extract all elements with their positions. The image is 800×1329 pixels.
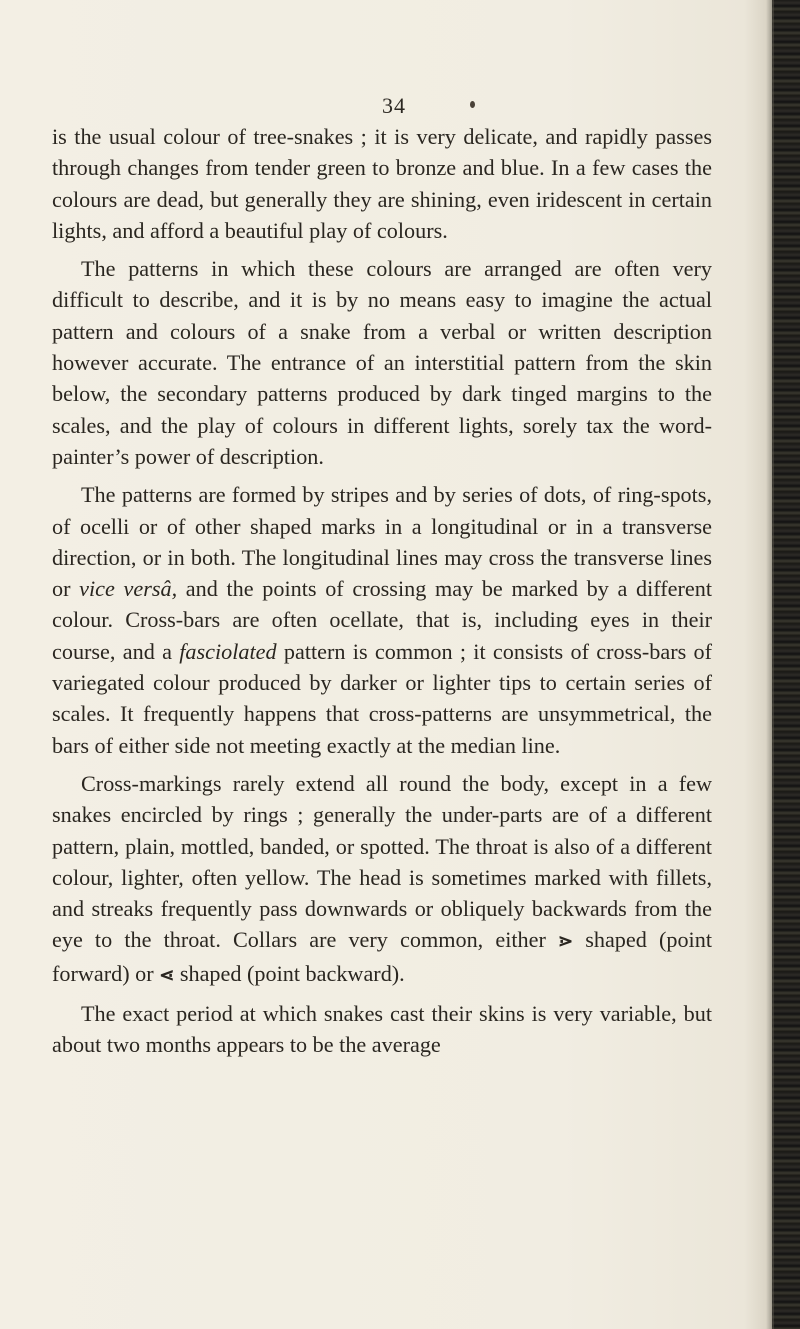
paragraph-4-part-1: Cross-markings rarely extend all round the body, except in a few snakes encircled by rings ; generally the under-parts are of a different pattern, plain, mottled, banded, or spotted. The throat is also of a different colour, lighter, often yellow. The head is sometimes marked with fillets, and streaks frequently pass downwards or obliquely backwards from the eye to the throat. Collars are very common, either	[52, 770, 712, 953]
vice-versa-italic: vice versâ,	[79, 576, 178, 602]
paragraph-4	[52, 768, 712, 991]
page-binding-edge	[772, 0, 800, 1329]
paragraph-4-part-3: shaped (point backward).	[174, 960, 405, 986]
fasciolated-italic: fasciolated	[179, 638, 277, 664]
less-than-symbol: ⋖	[159, 964, 175, 985]
paragraph-3-part-2: and the points of crossing may be marked by a different colour. Cross-bars are often ocellate, that is, including eyes in their course, and a	[52, 576, 712, 664]
paragraph-4-part-2: shaped (point forward) or	[52, 927, 712, 986]
paragraph-3-part-1: The patterns are formed by stripes and by series of dots, of ring-spots, of ocelli or of other shaped marks in a longitudinal or in a transverse direction, or in both. The longitudinal lines may cross the transverse lines or	[52, 482, 712, 602]
paragraph-3	[52, 479, 712, 761]
ink-spot	[470, 101, 475, 108]
greater-than-symbol: ⋗	[558, 931, 574, 952]
page-number: 34	[382, 93, 406, 118]
body-text	[52, 121, 712, 1068]
paragraph-3-part-3: pattern is common ; it consists of cross-bars of variegated colour produced by darker or lighter tips to certain series of scales. It frequently happens that cross-patterns are unsymmetrical, the bars of either side not meeting exactly at the median line.	[52, 638, 712, 758]
paragraph-2: The patterns in which these colours are arranged are often very difficult to describe, and it is by no means easy to imagine the actual pattern and colours of a snake from a verbal or written description however accurate. The entrance of an interstitial pattern from the skin below, the secondary patterns produced by dark tinged margins to the scales, and the play of colours in different lights, sorely tax the word-painter’s power of description.	[52, 256, 712, 469]
paragraph-1: is the usual colour of tree-snakes ; it is very delicate, and rapidly passes through changes from tender green to bronze and blue. In a few cases the colours are dead, but generally they are shining, even iridescent in certain lights, and afford a beautiful play of colours.	[52, 124, 712, 243]
paragraph-5: The exact period at which snakes cast their skins is very variable, but about two months appears to be the average	[52, 1001, 712, 1058]
